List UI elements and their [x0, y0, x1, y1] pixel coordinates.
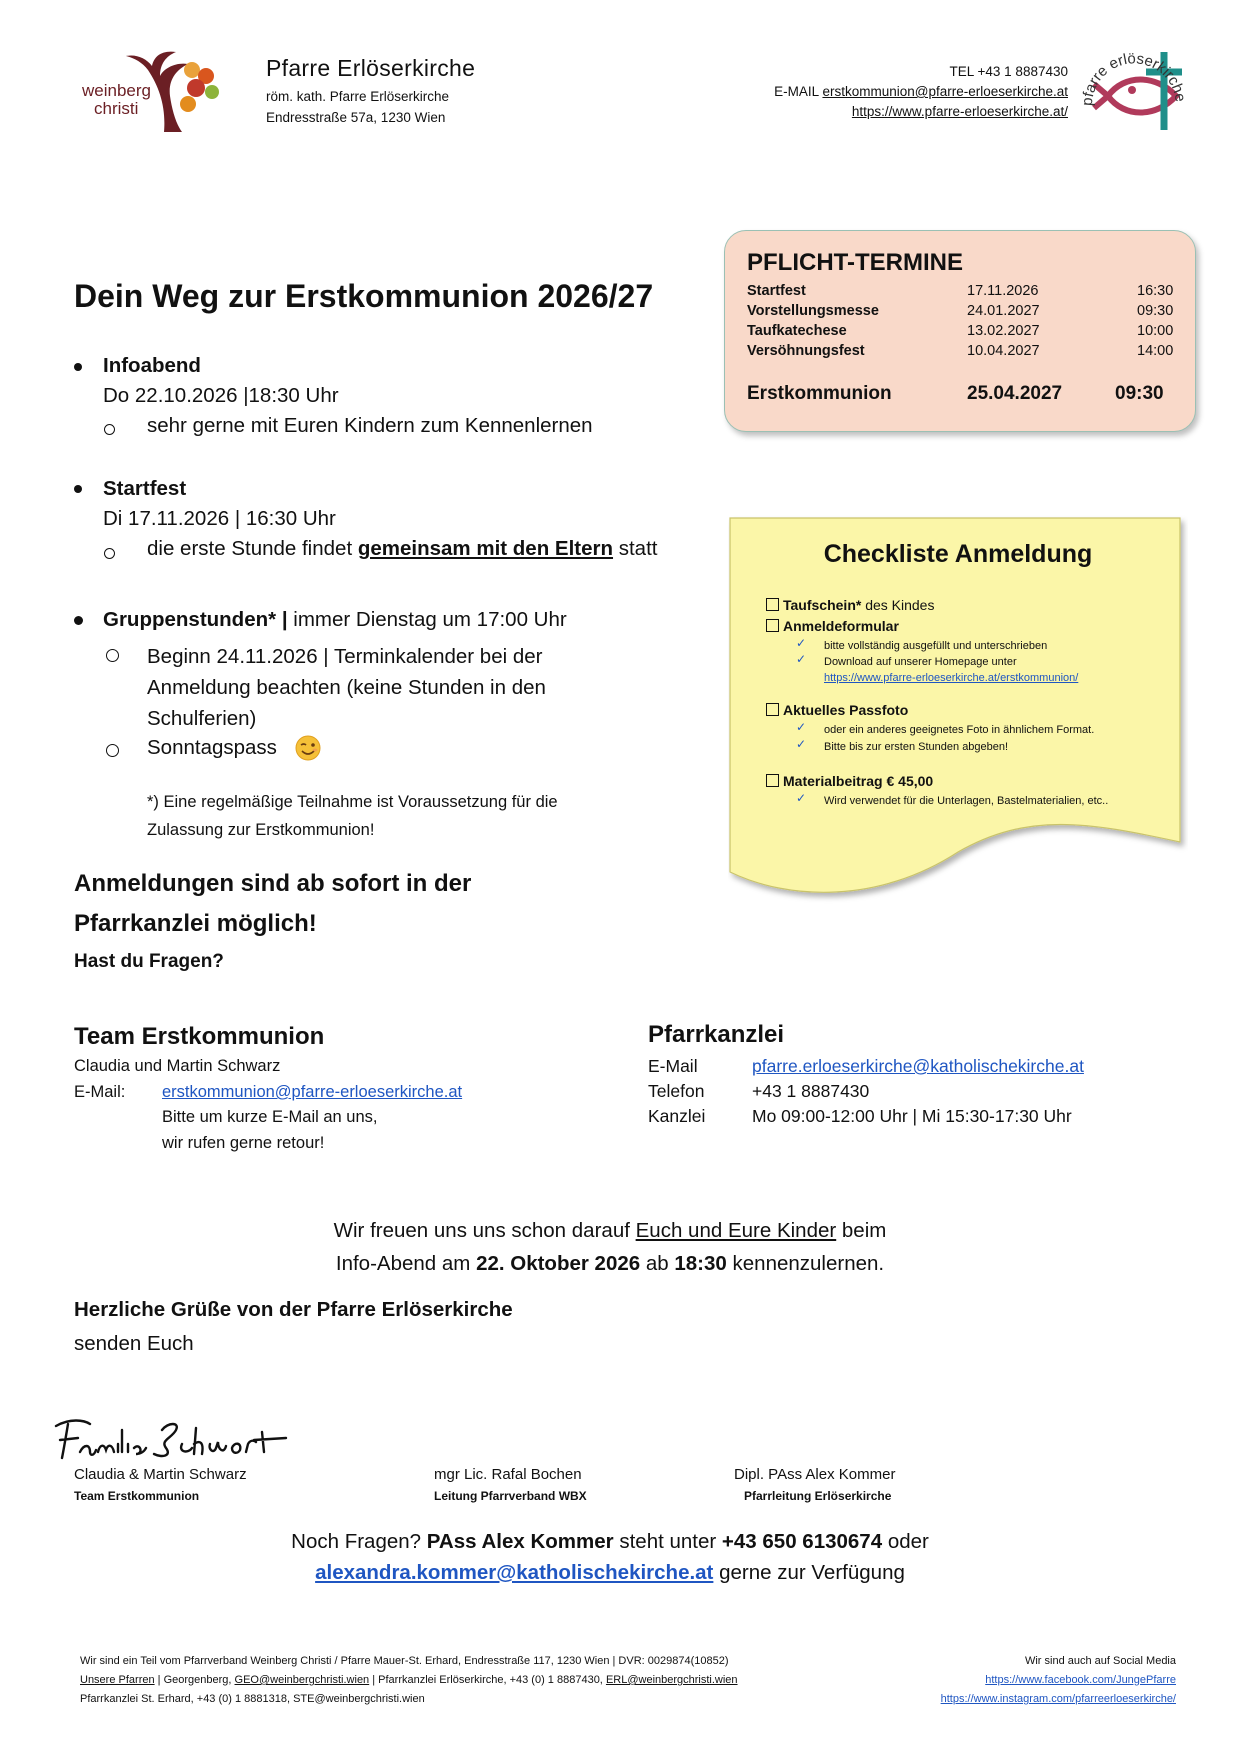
- footer-left: [80, 1652, 738, 1709]
- pflicht-title: PFLICHT-TERMINE: [747, 249, 963, 276]
- team-note1: Bitte um kurze E-Mail an uns,: [162, 1108, 378, 1126]
- checklist-title: Checkliste Anmeldung: [823, 540, 1093, 568]
- gruppen-item1-l2: Anmeldung beachten (keine Stunden in den: [147, 676, 546, 699]
- invite-text: beim: [841, 1219, 887, 1242]
- contact-line1: [0, 1530, 1220, 1554]
- pflicht-row-time: 09:30: [1137, 303, 1174, 319]
- contact-text: gerne zur Verfügung: [719, 1561, 905, 1584]
- signature-role: Team Erstkommunion: [74, 1489, 200, 1503]
- kanzlei-email-label: E-Mail: [648, 1056, 698, 1076]
- invite-text: Wir freuen uns uns schon darauf: [333, 1219, 630, 1242]
- sonntagspass-label: Sonntagspass: [147, 736, 277, 759]
- sub-bullet: [106, 649, 119, 662]
- team-email-label: E-Mail:: [74, 1083, 126, 1101]
- invite-text: ab: [645, 1252, 669, 1275]
- footer-social-label: Wir sind auch auf Social Media: [1024, 1655, 1176, 1667]
- gruppen-item1-l1: Beginn 24.11.2026 | Terminkalender bei der: [147, 645, 543, 668]
- kanzlei-tel-label: Telefon: [648, 1081, 705, 1101]
- gruppen-label: Gruppenstunden*: [103, 608, 277, 631]
- checklist-item-label: Anmeldeformular: [783, 618, 899, 634]
- startfest-note: [147, 537, 657, 561]
- startfest-date: Di 17.11.2026 | 16:30 Uhr: [103, 507, 336, 530]
- pflicht-row-date: 13.02.2027: [967, 323, 1040, 339]
- invite-date: 22. Oktober 2026: [476, 1252, 641, 1275]
- contact-email-link[interactable]: alexandra.kommer@katholischekirche.at: [315, 1561, 714, 1584]
- sub-bullet: [104, 548, 115, 559]
- checklist-item-rest: des Kindes: [865, 597, 935, 613]
- gruppen-item1: [147, 641, 546, 734]
- kanzlei-hours: Mo 09:00-12:00 Uhr | Mi 15:30-17:30 Uhr: [752, 1106, 1072, 1126]
- checklist-sub: Download auf unserer Homepage unter: [824, 656, 1017, 668]
- startfest-note-c: statt: [618, 537, 658, 560]
- parish-address: Endresstraße 57a, 1230 Wien: [266, 110, 446, 125]
- pflicht-main-name: Erstkommunion: [747, 383, 892, 404]
- pflicht-row-date: 10.04.2027: [967, 343, 1040, 359]
- infoabend-label: Infoabend: [103, 354, 201, 377]
- checklist-item-label: Materialbeitrag € 45,00: [783, 773, 934, 789]
- bullet: [74, 485, 82, 493]
- pflicht-main-time: 09:30: [1115, 383, 1164, 404]
- checklist-sub: Wird verwendet für die Unterlagen, Bastelmaterialien, etc..: [824, 795, 1109, 807]
- infoabend-date: Do 22.10.2026 |18:30 Uhr: [103, 384, 339, 407]
- bullet: [74, 616, 83, 625]
- contact-line2: [0, 1561, 1220, 1585]
- checklist-item-materialbeitrag[interactable]: [766, 773, 933, 789]
- page-title: Dein Weg zur Erstkommunion 2026/27: [74, 278, 654, 314]
- gruppen-item1-l3: Schulferien): [147, 707, 257, 730]
- bullet: [74, 363, 82, 371]
- checklist-item-taufschein[interactable]: [766, 597, 934, 613]
- parish-subtitle: röm. kath. Pfarre Erlöserkirche: [266, 89, 450, 104]
- greeting-line1: Herzliche Grüße von der Pfarre Erlöserkirche: [74, 1298, 513, 1321]
- pflicht-row-date: 24.01.2027: [967, 303, 1040, 319]
- check-icon: ✓: [796, 791, 807, 805]
- instagram-link[interactable]: https://www.instagram.com/pfarreerloeserkirche/: [940, 1693, 1176, 1705]
- pfarre-erloeserkirche-logo: [1072, 44, 1200, 150]
- invite-emphasis: Euch und Eure Kinder: [635, 1219, 837, 1242]
- questions-line: Hast du Fragen?: [74, 951, 224, 972]
- gruppen-item2: [147, 736, 277, 760]
- kanzlei-tel: +43 1 8887430: [752, 1081, 870, 1101]
- anmeldung-line1: Anmeldungen sind ab sofort in der: [74, 870, 472, 897]
- kanzlei-hours-label: Kanzlei: [648, 1106, 706, 1126]
- check-icon: ✓: [796, 737, 807, 751]
- invite-line2: [0, 1252, 1220, 1276]
- greeting-line2: senden Euch: [74, 1332, 194, 1355]
- invite-time: 18:30: [674, 1252, 727, 1275]
- startfest-note-emphasis: gemeinsam mit den Eltern: [357, 537, 614, 560]
- checkbox[interactable]: [766, 598, 779, 611]
- svg-text:weinberg: weinberg: [82, 81, 151, 100]
- sub-bullet: [104, 424, 115, 435]
- footer-erl-email[interactable]: ERL@weinbergchristi.wien: [605, 1674, 738, 1686]
- svg-text:christi: christi: [94, 99, 139, 118]
- sub-bullet: [106, 744, 119, 757]
- header-email-line: [774, 82, 1068, 102]
- signature-familie-schwarz: [50, 1408, 290, 1468]
- checklist-sub: oder ein anderes geeignetes Foto in ähnlichem Format.: [824, 724, 1095, 736]
- header-website-link[interactable]: https://www.pfarre-erloeserkirche.at/: [851, 104, 1068, 119]
- contact-text: steht unter: [619, 1530, 717, 1553]
- footnote-l2: Zulassung zur Erstkommunion!: [147, 821, 375, 839]
- invite-text: kennenzulernen.: [732, 1252, 885, 1275]
- checklist-sub: Bitte bis zur ersten Stunden abgeben!: [824, 741, 1009, 753]
- header-contact: [774, 62, 1068, 122]
- pflicht-main-date: 25.04.2027: [967, 383, 1063, 404]
- gruppen-footnote: [147, 788, 558, 844]
- header-email-label: E-MAIL: [774, 84, 819, 99]
- kanzlei-title: Pfarrkanzlei: [648, 1021, 785, 1048]
- check-icon: ✓: [796, 720, 807, 734]
- contact-text: Noch Fragen?: [291, 1530, 422, 1553]
- signature-name: Dipl. PAss Alex Kommer: [734, 1466, 896, 1483]
- signature-role: Leitung Pfarrverband WBX: [434, 1489, 587, 1503]
- pflicht-row-name: Vorstellungsmesse: [747, 303, 879, 319]
- contact-phone: +43 650 6130674: [721, 1530, 883, 1553]
- pflicht-row-name: Startfest: [747, 283, 806, 299]
- kanzlei-email-link[interactable]: pfarre.erloeserkirche@katholischekirche.at: [752, 1056, 1084, 1076]
- footer-line: [80, 1671, 738, 1690]
- footnote-l1: *) Eine regelmäßige Teilnahme ist Voraussetzung für die: [147, 793, 558, 811]
- checkbox[interactable]: [766, 619, 779, 632]
- footer-line: Wir sind ein Teil vom Pfarrverband Weinberg Christi / Pfarre Mauer-St. Erhard, Endresstraße 117, 1230 Wien | DVR: 0029874(10852): [80, 1655, 729, 1667]
- wink-emoji-icon: [294, 734, 322, 762]
- checkbox[interactable]: [766, 774, 779, 787]
- pflicht-row-name: Taufkatechese: [747, 323, 847, 339]
- startfest-note-a: die erste Stunde findet: [147, 537, 353, 560]
- checklist-item-anmeldeformular[interactable]: [766, 618, 899, 634]
- footer-text: | Pfarrkanzlei Erlöserkirche, +43 (0) 1 8887430,: [372, 1674, 603, 1686]
- checklist-sub: bitte vollständig ausgefüllt und unterschrieben: [824, 640, 1048, 652]
- invite-text: Info-Abend am: [335, 1252, 471, 1275]
- checklist-item-label: Aktuelles Passfoto: [783, 702, 909, 718]
- contact-person: PAss Alex Kommer: [426, 1530, 614, 1553]
- svg-text:pfarre erlöserkirche: pfarre erlöserkirche: [1078, 50, 1189, 107]
- anmeldung-line2: Pfarrkanzlei möglich!: [74, 910, 317, 937]
- check-icon: ✓: [796, 652, 807, 666]
- pflicht-row-time: 16:30: [1137, 283, 1174, 299]
- team-note2: wir rufen gerne retour!: [162, 1134, 325, 1152]
- pflicht-row-time: 10:00: [1137, 323, 1174, 339]
- gruppen-sep: |: [281, 608, 288, 631]
- checklist-item-bold: Taufschein*: [783, 597, 862, 613]
- startfest-label: Startfest: [103, 477, 187, 500]
- footer-geo-email[interactable]: GEO@weinbergchristi.wien: [234, 1674, 370, 1686]
- footer-line: Pfarrkanzlei St. Erhard, +43 (0) 1 8881318, STE@weinbergchristi.wien: [80, 1693, 425, 1705]
- pflicht-row-name: Versöhnungsfest: [747, 343, 865, 359]
- pflicht-row-time: 14:00: [1137, 343, 1174, 359]
- team-names: Claudia und Martin Schwarz: [74, 1057, 281, 1075]
- header-tel: TEL +43 1 8887430: [949, 64, 1068, 79]
- team-title: Team Erstkommunion: [74, 1023, 325, 1050]
- pflicht-row-date: 17.11.2026: [967, 283, 1039, 299]
- infoabend-note: sehr gerne mit Euren Kindern zum Kennenlernen: [147, 414, 593, 437]
- gruppen-line: [103, 608, 567, 632]
- signature-name: Claudia & Martin Schwarz: [74, 1466, 247, 1483]
- signature-role: Pfarrleitung Erlöserkirche: [744, 1489, 892, 1503]
- gruppen-text: immer Dienstag um 17:00 Uhr: [293, 608, 567, 631]
- footer-text: | Georgenberg,: [157, 1674, 232, 1686]
- signature-name: mgr Lic. Rafal Bochen: [434, 1466, 582, 1483]
- team-email-link[interactable]: erstkommunion@pfarre-erloeserkirche.at: [162, 1083, 463, 1101]
- header-email-link[interactable]: erstkommunion@pfarre-erloeserkirche.at: [822, 84, 1068, 99]
- pflicht-termine-box: [724, 230, 1196, 432]
- check-icon: ✓: [796, 636, 807, 650]
- contact-text: oder: [887, 1530, 929, 1553]
- parish-name: Pfarre Erlöserkirche: [266, 55, 476, 81]
- weinberg-christi-logo: [80, 48, 240, 134]
- footer-pfarren-link[interactable]: Unsere Pfarren: [80, 1674, 155, 1686]
- checkbox[interactable]: [766, 703, 779, 716]
- invite-line1: [0, 1219, 1220, 1243]
- erstkommunion-page-link[interactable]: https://www.pfarre-erloeserkirche.at/erstkommunion/: [824, 672, 1079, 684]
- checklist-item-passfoto[interactable]: [766, 702, 908, 718]
- footer-right: [941, 1652, 1176, 1709]
- facebook-link[interactable]: https://www.facebook.com/JungePfarre: [985, 1674, 1176, 1686]
